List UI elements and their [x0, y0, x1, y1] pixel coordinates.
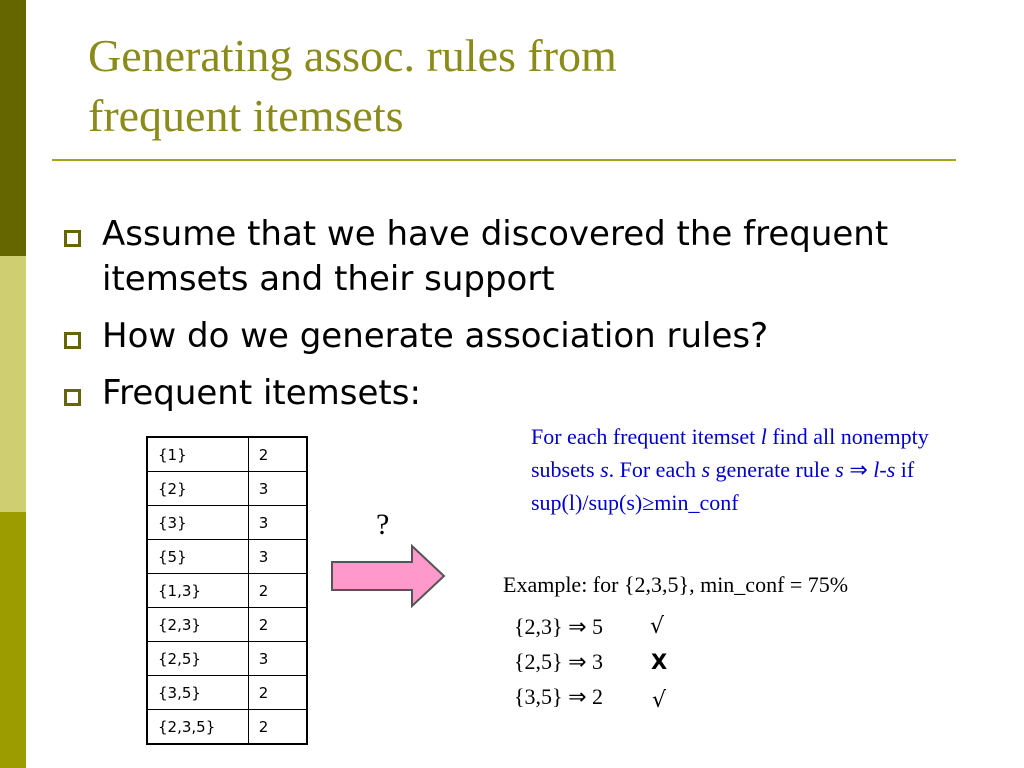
implies-symbol: ⇒: [843, 457, 874, 482]
frequent-itemsets-table: [146, 436, 308, 745]
example-heading: Example: for {2,3,5}, min_conf = 75%: [503, 572, 849, 597]
bullet-item: [62, 371, 912, 416]
right-arrow-icon: [330, 544, 446, 608]
rule-generation-method: [531, 420, 951, 519]
table-row: [147, 437, 307, 472]
rule-line: {2,3} ⇒ 5: [514, 614, 604, 639]
method-text: For each frequent itemset: [531, 424, 761, 449]
slide-title-line-2: frequent itemsets: [88, 90, 404, 141]
table-row: [147, 574, 307, 608]
table-row: [147, 710, 307, 745]
table-row: [147, 676, 307, 710]
table-row: [147, 506, 307, 540]
table-row: [147, 540, 307, 574]
support-cell: 3: [248, 506, 307, 540]
method-text: generate rule: [710, 457, 836, 482]
title-divider: [52, 159, 956, 161]
support-cell: 3: [248, 540, 307, 574]
bullet-list: [62, 212, 912, 428]
bullet-text: How do we generate association rules?: [102, 316, 769, 356]
square-bullet-icon: [64, 230, 81, 247]
bullet-text: Frequent itemsets:: [102, 373, 421, 413]
support-cell: 2: [248, 710, 307, 745]
method-var-l-s: l-s: [873, 457, 896, 482]
support-cell: 3: [248, 642, 307, 676]
slide-title-line-1: Generating assoc. rules from: [88, 30, 617, 81]
rule-line: {3,5} ⇒ 2: [514, 684, 604, 709]
table-row: [147, 608, 307, 642]
itemset-cell: {1,3}: [147, 574, 248, 608]
itemset-cell: {2,3}: [147, 608, 248, 642]
itemset-cell: {3}: [147, 506, 248, 540]
itemset-cell: {2,3,5}: [147, 710, 248, 745]
method-text: if sup(l)/sup(s)≥min_conf: [531, 457, 915, 515]
method-text: . For each: [608, 457, 702, 482]
support-cell: 2: [248, 574, 307, 608]
check-mark-icon: √: [652, 688, 667, 713]
cross-mark-icon: X: [651, 650, 668, 674]
support-cell: 2: [248, 437, 307, 472]
method-text: find all nonempty subsets: [531, 424, 929, 482]
table-row: [147, 472, 307, 506]
bullet-item: [62, 314, 912, 359]
support-cell: 2: [248, 676, 307, 710]
support-cell: 3: [248, 472, 307, 506]
itemset-cell: {2,5}: [147, 642, 248, 676]
arrow-shape: [332, 546, 444, 606]
method-var-s: s: [701, 457, 711, 482]
check-mark-icon: √: [650, 614, 665, 639]
side-bar-bottom: [0, 512, 26, 768]
square-bullet-icon: [64, 389, 81, 406]
support-cell: 2: [248, 608, 307, 642]
square-bullet-icon: [64, 332, 81, 349]
question-mark: ?: [376, 508, 390, 541]
table-row: [147, 642, 307, 676]
slide-title: [88, 26, 968, 146]
bullet-item: [62, 212, 912, 302]
itemset-cell: {3,5}: [147, 676, 248, 710]
itemset-cell: {2}: [147, 472, 248, 506]
rule-line: {2,5} ⇒ 3: [514, 649, 604, 674]
itemset-cell: {1}: [147, 437, 248, 472]
bullet-text: Assume that we have discovered the frequent itemsets and their support: [102, 214, 889, 299]
side-bar-top: [0, 0, 26, 256]
method-var-l: l: [760, 424, 767, 449]
itemset-cell: {5}: [147, 540, 248, 574]
method-var-s: s: [835, 457, 844, 482]
method-var-s: s: [600, 457, 609, 482]
side-bar-middle: [0, 256, 26, 512]
